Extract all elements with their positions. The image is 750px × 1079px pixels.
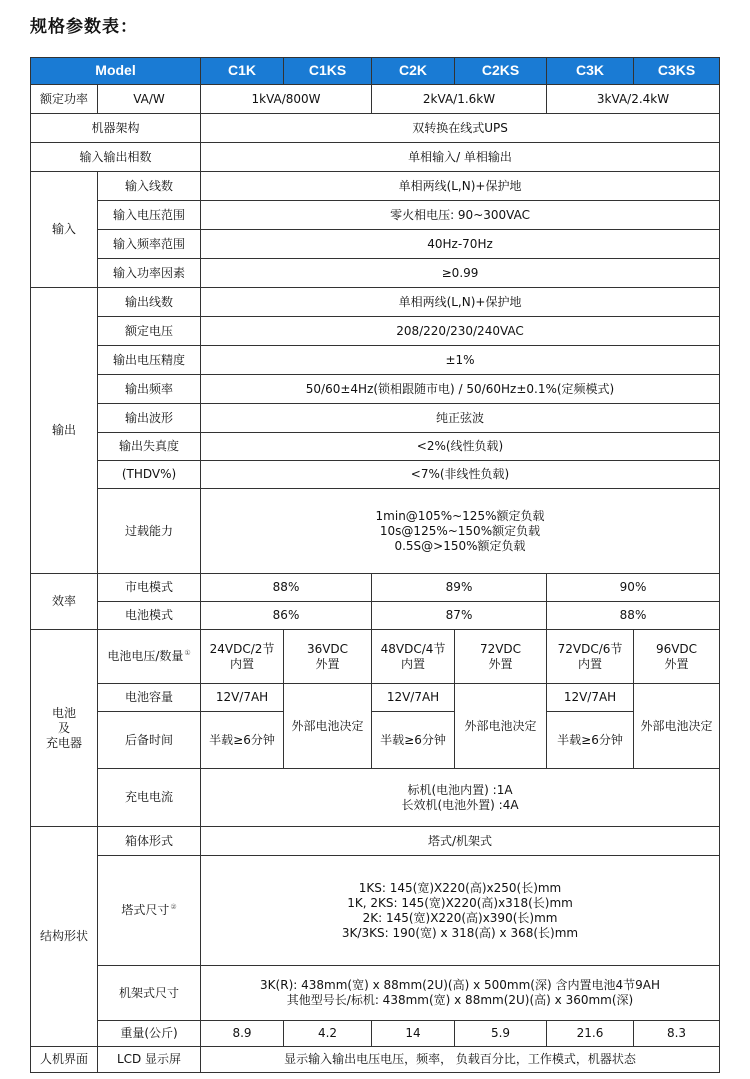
battery-voltage-value: 24VDC/2节 [209,641,275,656]
weight-c1k: 8.9 [201,1021,284,1047]
structure-group-label: 结构形状 [31,827,98,1047]
thd-label-2: (THDV%) [98,461,201,489]
rated-power-c1: 1kVA/800W [201,85,372,114]
battery-type: 内置 [578,656,603,671]
footnote-mark: ② [170,903,177,911]
efficiency-battery-c1: 86% [201,602,372,630]
output-row [31,404,720,433]
header-row [31,58,720,85]
output-row-value: 50/60±4Hz(锁相跟随市电) / 50/60Hz±0.1%(定频模式) [201,375,720,404]
efficiency-mains-c1: 88% [201,574,372,602]
phase-value: 单相输入/ 单相输出 [201,143,720,172]
backup-time-row [31,712,720,769]
backup-time-c1k: 半载≥6分钟 [201,712,284,769]
hmi-row [31,1047,720,1073]
output-row-label: 输出波形 [98,404,201,433]
thd-row [31,433,720,461]
weight-label: 重量(公斤) [98,1021,201,1047]
input-row-label: 输入功率因素 [98,259,201,288]
battery-capacity-c3k: 12V/7AH [547,684,634,712]
input-row-label: 输入线数 [98,172,201,201]
battery-group-label [31,630,98,827]
charge-current-long: 长效机(电池外置) :4A [401,797,519,812]
phase-row [31,143,720,172]
battery-voltage-value: 72VDC [479,641,522,656]
efficiency-battery-c2: 87% [372,602,547,630]
tower-size-line: 1K, 2KS: 145(宽)X220(高)x318(长)mm [347,895,573,910]
model-header-c3k: C3K [547,58,634,85]
output-row-label: 输出电压精度 [98,346,201,375]
rack-size-line: 其他型号长/标机: 438mm(宽) x 88mm(2U)(高) x 360mm(深) [286,993,634,1007]
overload-label: 过载能力 [98,489,201,574]
cabinet-label: 箱体形式 [98,827,201,856]
output-row-label: 输出线数 [98,288,201,317]
architecture-value: 双转换在线式UPS [201,114,720,143]
battery-group-label-2: 及 [57,720,70,735]
output-row [31,346,720,375]
tower-size-line: 2K: 145(宽)X220(高)x390(长)mm [362,910,558,925]
battery-type: 外置 [488,656,513,671]
battery-voltage-c1k [201,630,284,684]
overload-line: 0.5S@>150%额定负载 [394,538,526,553]
tower-size-line: 1KS: 145(宽)X220(高)x250(长)mm [358,880,562,895]
battery-voltage-c2k [372,630,455,684]
phase-label: 输入输出相数 [31,143,201,172]
battery-type: 内置 [401,656,426,671]
battery-voltage-label [98,630,201,684]
weight-c2k: 14 [372,1021,455,1047]
battery-voltage-value: 48VDC/4节 [380,641,446,656]
input-row-value: 单相两线(L,N)+保护地 [201,172,720,201]
architecture-row [31,114,720,143]
model-header-c1ks: C1KS [284,58,372,85]
overload-row [31,489,720,574]
output-group-label: 输出 [31,288,98,574]
tower-size-value [201,856,720,966]
output-row [31,288,720,317]
overload-line: 1min@105%~125%额定负载 [375,508,545,523]
battery-voltage-c3k [547,630,634,684]
battery-voltage-value: 36VDC [306,641,349,656]
rack-size-value [201,966,720,1021]
tower-size-line: 3K/3KS: 190(宽) x 318(高) x 368(长)mm [341,925,579,940]
architecture-label: 机器架构 [31,114,201,143]
battery-type: 外置 [664,656,689,671]
rated-power-label: 额定功率 [31,85,98,114]
output-row-value: 单相两线(L,N)+保护地 [201,288,720,317]
output-row-label: 输出频率 [98,375,201,404]
charge-current-label: 充电电流 [98,769,201,827]
rack-size-row [31,966,720,1021]
battery-type: 外置 [315,656,340,671]
battery-capacity-c2k: 12V/7AH [372,684,455,712]
output-row-value: 纯正弦波 [201,404,720,433]
thd-value-2: <7%(非线性负载) [201,461,720,489]
weight-c3ks: 8.3 [634,1021,720,1047]
cabinet-value: 塔式/机架式 [201,827,720,856]
model-header-c3ks: C3KS [634,58,720,85]
efficiency-mains-c2: 89% [372,574,547,602]
rated-power-c3: 3kVA/2.4kW [547,85,720,114]
tower-size-row [31,856,720,966]
battery-group-label-1: 电池 [51,705,76,720]
weight-c1ks: 4.2 [284,1021,372,1047]
battery-capacity-c1k: 12V/7AH [201,684,284,712]
charge-current-value [201,769,720,827]
output-row [31,375,720,404]
input-row-value: ≥0.99 [201,259,720,288]
battery-voltage-row [31,630,720,684]
rated-power-row [31,85,720,114]
model-header: Model [31,58,201,85]
hmi-sublabel: LCD 显示屏 [98,1047,201,1073]
input-group-label: 输入 [31,172,98,288]
hmi-label: 人机界面 [31,1047,98,1073]
battery-voltage-value: 72VDC/6节 [557,641,623,656]
battery-type: 内置 [230,656,255,671]
efficiency-group-label: 效率 [31,574,98,630]
rack-size-label: 机架式尺寸 [98,966,201,1021]
output-row-value: ±1% [201,346,720,375]
weight-c2ks: 5.9 [455,1021,547,1047]
hmi-value: 显示输入输出电压电压，频率， 负载百分比，工作模式，机器状态 [201,1047,720,1073]
page-title: 规格参数表： [30,17,138,37]
output-row [31,317,720,346]
input-row-value: 零火相电压: 90~300VAC [201,201,720,230]
charge-current-standard: 标机(电池内置) :1A [407,782,513,797]
efficiency-mains-c3: 90% [547,574,720,602]
input-row [31,259,720,288]
rack-size-line: 3K(R): 438mm(宽) x 88mm(2U)(高) x 500mm(深) 含内置电池4节9AH [260,978,660,992]
battery-voltage-label-text: 电池电压/数量 [107,649,184,663]
input-row [31,201,720,230]
input-row-value: 40Hz-70Hz [201,230,720,259]
input-row [31,230,720,259]
weight-row [31,1021,720,1047]
output-row-value: 208/220/230/240VAC [201,317,720,346]
battery-external-c2ks: 外部电池决定 [455,684,547,769]
thd-label-1: 输出失真度 [98,433,201,461]
battery-voltage-c2ks [455,630,547,684]
output-row-label: 额定电压 [98,317,201,346]
efficiency-battery-row [31,602,720,630]
battery-external-c1ks: 外部电池决定 [284,684,372,769]
battery-voltage-c1ks [284,630,372,684]
battery-capacity-row [31,684,720,712]
overload-line: 10s@125%~150%额定负载 [379,523,541,538]
footnote-mark: ① [184,649,191,657]
efficiency-battery-label: 电池模式 [98,602,201,630]
tower-size-label-text: 塔式尺寸 [121,903,170,917]
efficiency-battery-c3: 88% [547,602,720,630]
input-row-label: 输入频率范围 [98,230,201,259]
efficiency-mains-label: 市电模式 [98,574,201,602]
battery-capacity-label: 电池容量 [98,684,201,712]
charge-current-row [31,769,720,827]
overload-value [201,489,720,574]
spec-table [30,57,720,1073]
model-header-c1k: C1K [201,58,284,85]
tower-size-label [98,856,201,966]
battery-group-label-3: 充电器 [45,735,82,750]
input-row [31,172,720,201]
thd-row [31,461,720,489]
efficiency-mains-row [31,574,720,602]
rated-power-c2: 2kVA/1.6kW [372,85,547,114]
rated-power-unit: VA/W [98,85,201,114]
input-row-label: 输入电压范围 [98,201,201,230]
backup-time-label: 后备时间 [98,712,201,769]
cabinet-row [31,827,720,856]
thd-value-1: <2%(线性负载) [201,433,720,461]
battery-voltage-value: 96VDC [655,641,698,656]
model-header-c2k: C2K [372,58,455,85]
backup-time-c3k: 半载≥6分钟 [547,712,634,769]
model-header-c2ks: C2KS [455,58,547,85]
battery-external-c3ks: 外部电池决定 [634,684,720,769]
backup-time-c2k: 半载≥6分钟 [372,712,455,769]
weight-c3k: 21.6 [547,1021,634,1047]
battery-voltage-c3ks [634,630,720,684]
